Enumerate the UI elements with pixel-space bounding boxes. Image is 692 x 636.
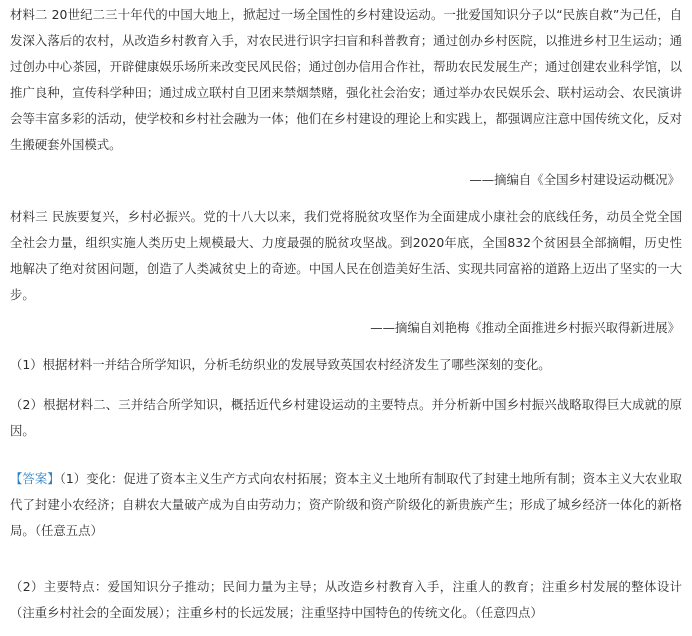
question-one: （1）根据材料一并结合所学知识，分析毛纺织业的发展导致英国农村经济发生了哪些深刻的变化。 xyxy=(10,357,551,372)
question-two: （2）根据材料二、三并结合所学知识，概括近代乡村建设运动的主要特点。并分析新中国乡村振兴战略取得巨大成就的原因。 xyxy=(10,397,682,438)
material-three-source: ——摘编自刘艳梅《推动全面推进乡村振兴取得新进展》 xyxy=(370,320,680,335)
answer-two: （2）主要特点：爱国知识分子推动；民间力量为主导；从改造乡村教育入手，注重人的教育；注重乡村发展的整体设计（注重乡村社会的全面发展）；注重乡村的长远发展；注重坚持中国特色的传统文化。（任意四点） xyxy=(10,579,682,620)
answer-tag: 【答案】 xyxy=(10,471,60,486)
answer-one-text: （1）变化：促进了资本主义生产方式向农村拓展；资本主义土地所有制取代了封建土地所有制；资本主义大农业取代了封建小农经济；自耕农大量破产成为自由劳动力；资产阶级和资产阶级化的新贵族产生；形成了城乡经济一体化的新格局。（任意五点） xyxy=(10,471,682,538)
material-two-source: ——摘编自《全国乡村建设运动概况》 xyxy=(469,172,680,187)
answer-one xyxy=(10,466,682,544)
material-three-paragraph: 材料三 民族要复兴，乡村必振兴。党的十八大以来，我们党将脱贫攻坚作为全面建成小康社会的底线任务，动员全党全国全社会力量，组织实施人类历史上规模最大、力度最强的脱贫攻坚战。到2020年底，全国832个贫困县全部摘帽，历史性地解决了绝对贫困问题，创造了人类减贫史上的奇迹。中国人民在创造美好生活、实现共同富裕的道路上迈出了坚实的一大步。 xyxy=(10,209,682,302)
material-two-paragraph: 材料二 20世纪二三十年代的中国大地上，掀起过一场全国性的乡村建设运动。一批爱国知识分子以“民族自救”为己任，自发深入落后的农村，从改造乡村教育入手，对农民进行识字扫盲和科普教育；通过创办乡村医院，以推进乡村卫生运动；通过创办中心茶园，开辟健康娱乐场所来改变民风民俗；通过创办信用合作社，帮助农民发展生产；通过创建农业科学馆，以推广良种，宣传科学种田；通过成立联村自卫团来禁烟禁赌，强化社会治安；通过举办农民娱乐会、联村运动会、农民演讲会等丰富多彩的活动，使学校和乡村社会融为一体；他们在乡村建设的理论上和实践上，都强调应注意中国传统文化，反对生搬硬套外国模式。 xyxy=(10,7,682,152)
